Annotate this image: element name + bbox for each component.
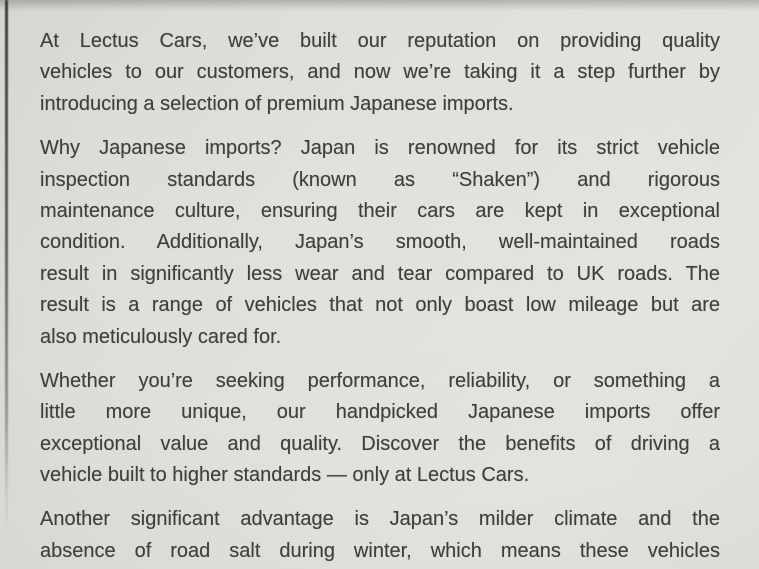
text-line: Why Japanese imports? Japan is renowned for its strict vehicle (40, 137, 720, 160)
paragraph (40, 26, 720, 120)
text-line: result in significantly less wear and tear compared to UK roads. The (40, 262, 720, 285)
text-line: inspection standards (known as “Shaken”) and rigorous (40, 168, 720, 191)
document-text (40, 26, 720, 569)
text-line: also meticulously cared for. (40, 325, 282, 348)
paragraph (40, 366, 720, 492)
text-line: Another significant advantage is Japan’s milder climate and the (40, 508, 720, 531)
text-line: vehicles to our customers, and now we’re taking it a step further by (40, 61, 720, 84)
text-line: condition. Additionally, Japan’s smooth, well-maintained roads (40, 231, 720, 254)
page-left-edge-shadow (5, 0, 8, 569)
paragraph (40, 133, 720, 353)
text-line: At Lectus Cars, we’ve built our reputation on providing quality (40, 30, 720, 52)
paragraph (40, 504, 720, 567)
text-line: exceptional value and quality. Discover the benefits of driving a (40, 432, 720, 455)
text-line: Whether you’re seeking performance, reliability, or something a (40, 369, 720, 392)
text-line: little more unique, our handpicked Japanese imports offer (40, 401, 720, 424)
text-line: absence of road salt during winter, which means these vehicles (40, 539, 720, 562)
text-line: maintenance culture, ensuring their cars are kept in exceptional (40, 199, 720, 222)
text-line: result is a range of vehicles that not only boast low mileage but are (40, 294, 720, 317)
text-line: introducing a selection of premium Japanese imports. (40, 92, 514, 115)
top-edge-shadow (0, 0, 759, 11)
text-line: vehicle built to higher standards — only at Lectus Cars. (40, 464, 530, 487)
